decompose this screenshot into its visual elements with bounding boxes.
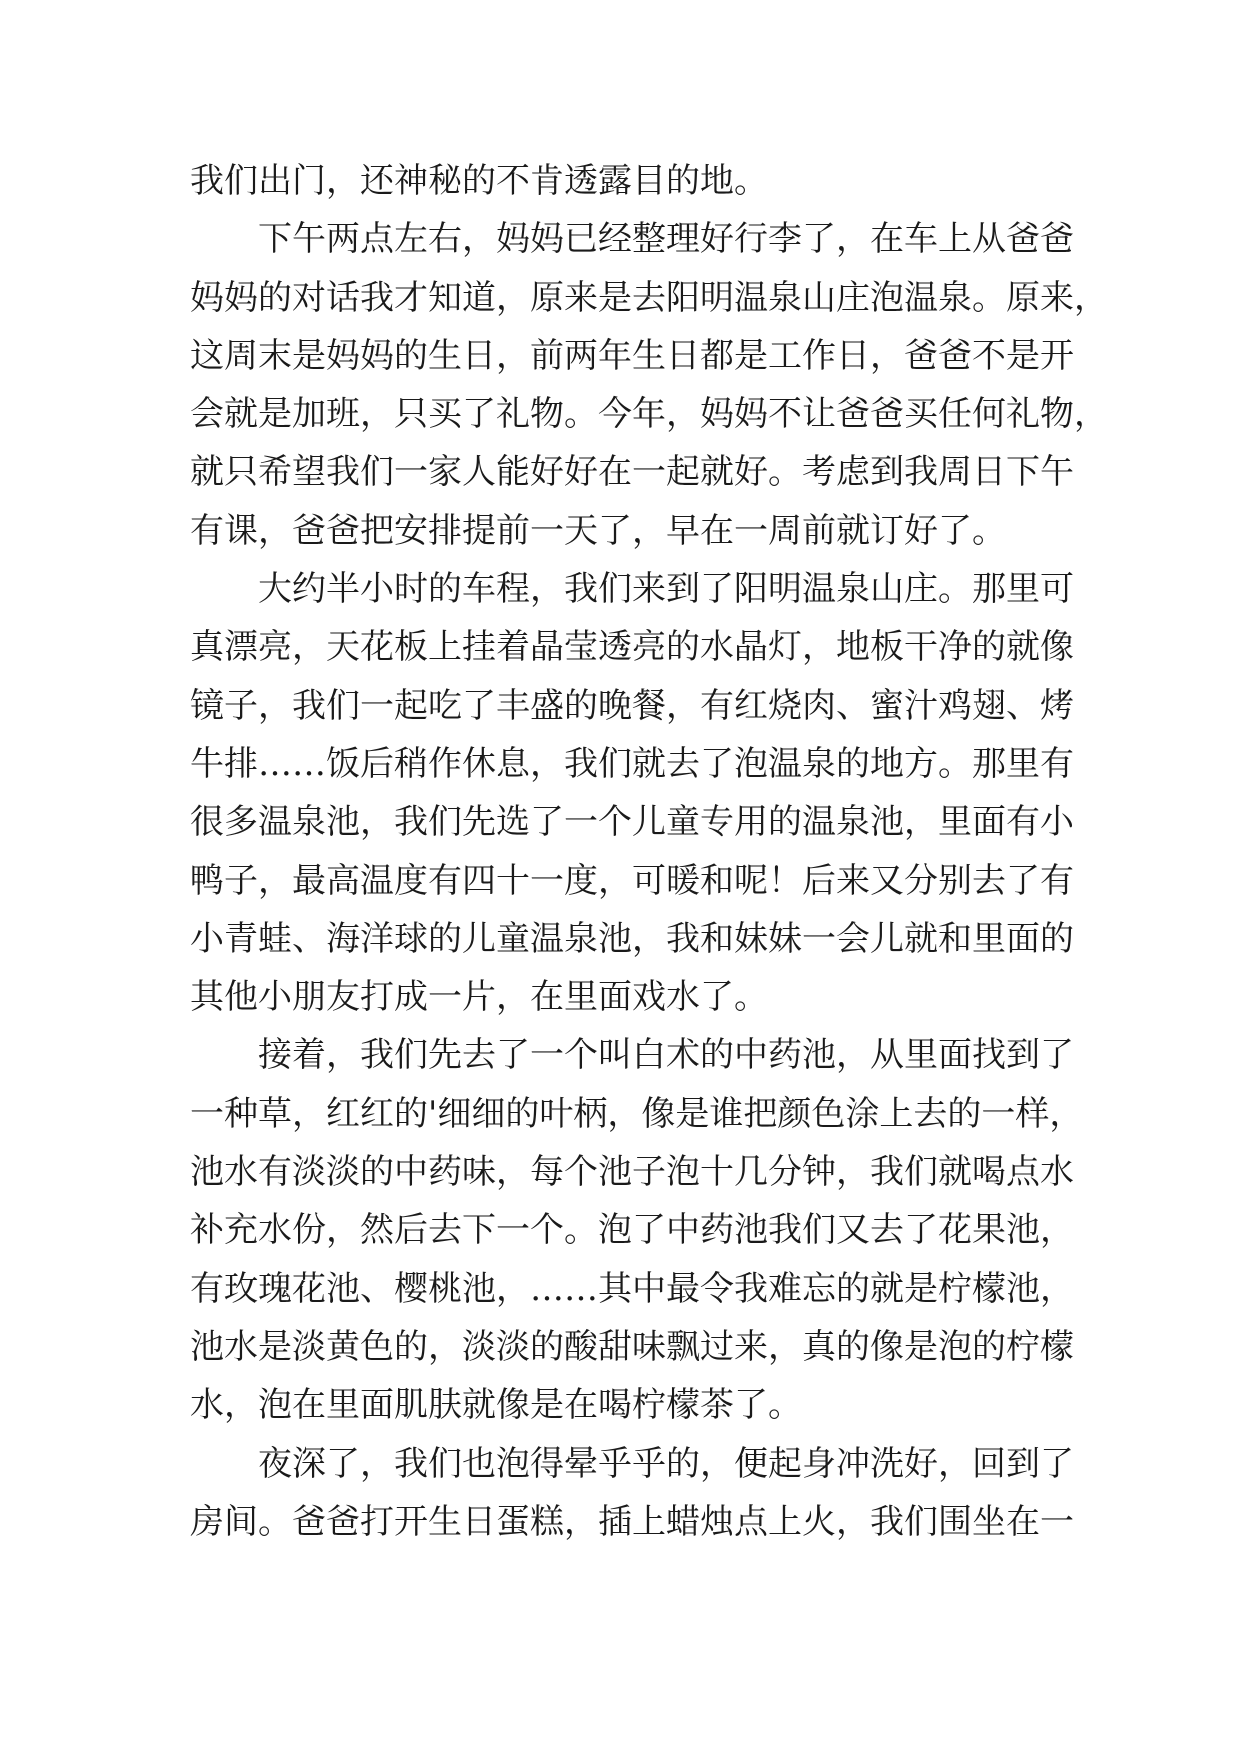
paragraph-start-line: 大约半小时的车程，我们来到了阳明温泉山庄。那里可 xyxy=(258,569,1074,610)
text-line: 池水有淡淡的中药味，每个池子泡十几分钟，我们就喝点水 xyxy=(190,1152,1074,1193)
text-line: 小青蛙、海洋球的儿童温泉池，我和妹妹一会儿就和里面的 xyxy=(190,918,1074,959)
text-line: 牛排……饭后稍作休息，我们就去了泡温泉的地方。那里有 xyxy=(190,743,1074,784)
text-line: 房间。爸爸打开生日蛋糕，插上蜡烛点上火，我们围坐在一 xyxy=(190,1501,1074,1542)
text-line: 水，泡在里面肌肤就像是在喝柠檬茶了。 xyxy=(190,1385,802,1426)
text-line: 这周末是妈妈的生日，前两年生日都是工作日，爸爸不是开 xyxy=(190,335,1074,376)
text-line: 池水是淡黄色的，淡淡的酸甜味飘过来，真的像是泡的柠檬 xyxy=(190,1326,1074,1367)
text-line: 会就是加班，只买了礼物。今年，妈妈不让爸爸买任何礼物， xyxy=(190,394,1108,435)
document-body xyxy=(190,152,1108,1551)
text-line: 真漂亮，天花板上挂着晶莹透亮的水晶灯，地板干净的就像 xyxy=(190,627,1074,668)
text-line: 补充水份，然后去下一个。泡了中药池我们又去了花果池， xyxy=(190,1210,1074,1251)
text-line: 我们出门，还神秘的不肯透露目的地。 xyxy=(190,161,768,201)
text-line: 有玫瑰花池、樱桃池，……其中最令我难忘的就是柠檬池， xyxy=(190,1268,1074,1309)
text-line: 一种草，红红的'细细的叶柄，像是谁把颜色涂上去的一样， xyxy=(190,1093,1084,1134)
text-line: 其他小朋友打成一片，在里面戏水了。 xyxy=(190,977,768,1018)
text-line: 鸭子，最高温度有四十一度，可暖和呢！后来又分别去了有 xyxy=(190,860,1074,901)
text-line: 很多温泉池，我们先选了一个儿童专用的温泉池，里面有小 xyxy=(190,802,1074,843)
paragraph-start-line: 下午两点左右，妈妈已经整理好行李了，在车上从爸爸 xyxy=(258,219,1074,260)
text-line: 妈妈的对话我才知道，原来是去阳明温泉山庄泡温泉。原来， xyxy=(190,277,1108,318)
text-line: 有课，爸爸把安排提前一天了，早在一周前就订好了。 xyxy=(190,510,1006,551)
text-line: 就只希望我们一家人能好好在一起就好。考虑到我周日下午 xyxy=(190,452,1074,493)
text-line: 镜子，我们一起吃了丰盛的晚餐，有红烧肉、蜜汁鸡翅、烤 xyxy=(190,685,1074,726)
paragraph-start-line: 夜深了，我们也泡得晕乎乎的，便起身冲洗好，回到了 xyxy=(258,1443,1074,1484)
paragraph-start-line: 接着，我们先去了一个叫白术的中药池，从里面找到了 xyxy=(258,1035,1074,1076)
